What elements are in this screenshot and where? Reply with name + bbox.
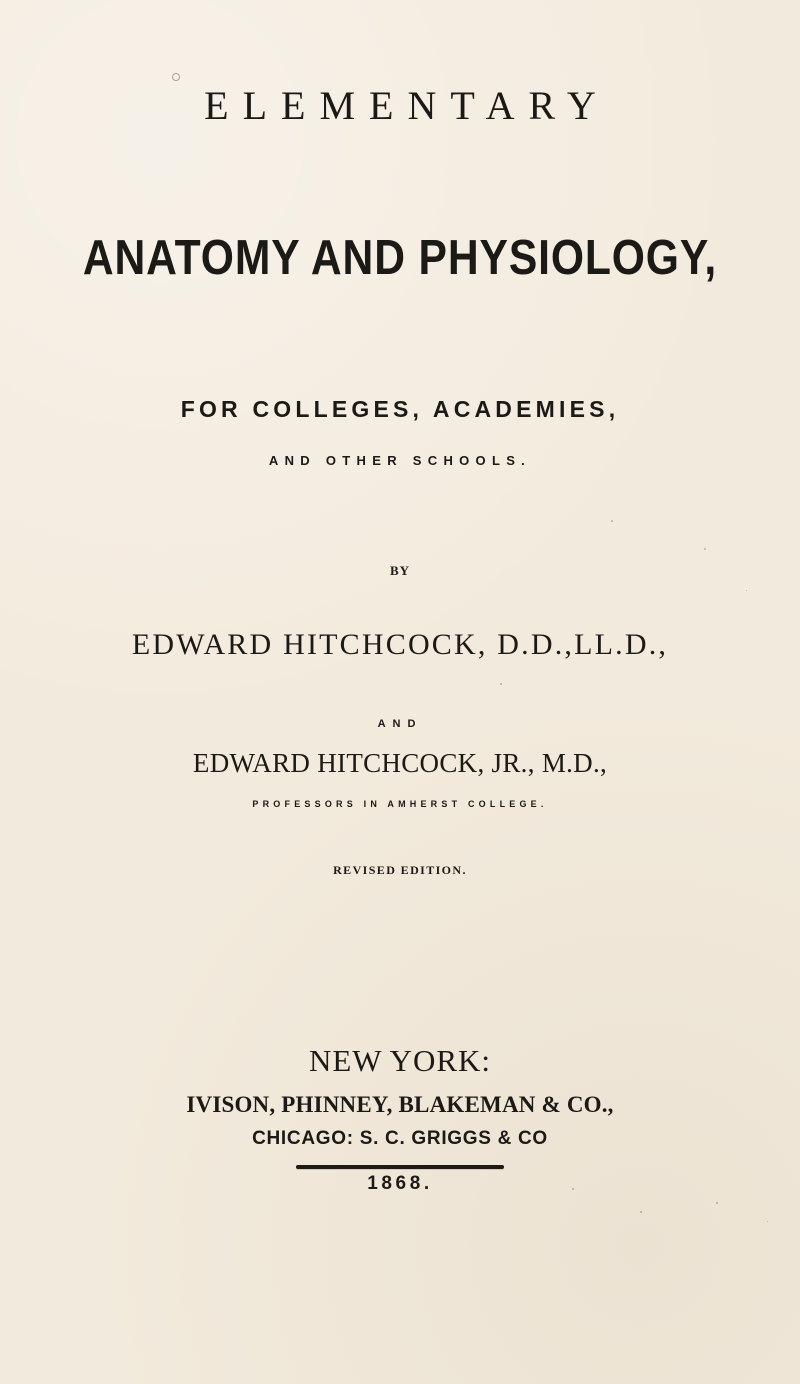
subtitle-line-2: AND OTHER SCHOOLS.	[268, 453, 532, 468]
paper-speck	[572, 1188, 574, 1190]
author-2: EDWARD HITCHCOCK, JR., M.D.,	[192, 748, 608, 778]
subtitle-line-1: FOR COLLEGES, ACADEMIES,	[180, 396, 620, 422]
publisher-name: IVISON, PHINNEY, BLAKEMAN & CO.,	[186, 1092, 614, 1117]
publisher-branch: CHICAGO: S. C. GRIGGS & CO	[252, 1128, 548, 1149]
paper-speck	[500, 683, 502, 685]
paper-speck	[640, 1211, 642, 1213]
and-label: AND	[377, 718, 423, 730]
paper-speck	[704, 548, 706, 550]
ink-stain	[172, 73, 180, 81]
by-label: BY	[389, 563, 411, 578]
paper-speck	[746, 590, 747, 591]
title-line-2: ANATOMY AND PHYSIOLOGY,	[82, 231, 718, 285]
paper-speck	[611, 520, 613, 522]
author-1: EDWARD HITCHCOCK, D.D.,LL.D.,	[131, 628, 669, 661]
title-line-1: ELEMENTARY	[204, 83, 610, 128]
imprint-rule	[296, 1165, 504, 1169]
author-affiliation: PROFESSORS IN AMHERST COLLEGE.	[252, 799, 548, 809]
edition-label: REVISED EDITION.	[333, 863, 467, 877]
publication-year: 1868.	[367, 1173, 433, 1194]
paper-speck	[716, 1202, 718, 1204]
paper-speck	[767, 1221, 768, 1222]
publisher-city: NEW YORK:	[308, 1043, 492, 1078]
